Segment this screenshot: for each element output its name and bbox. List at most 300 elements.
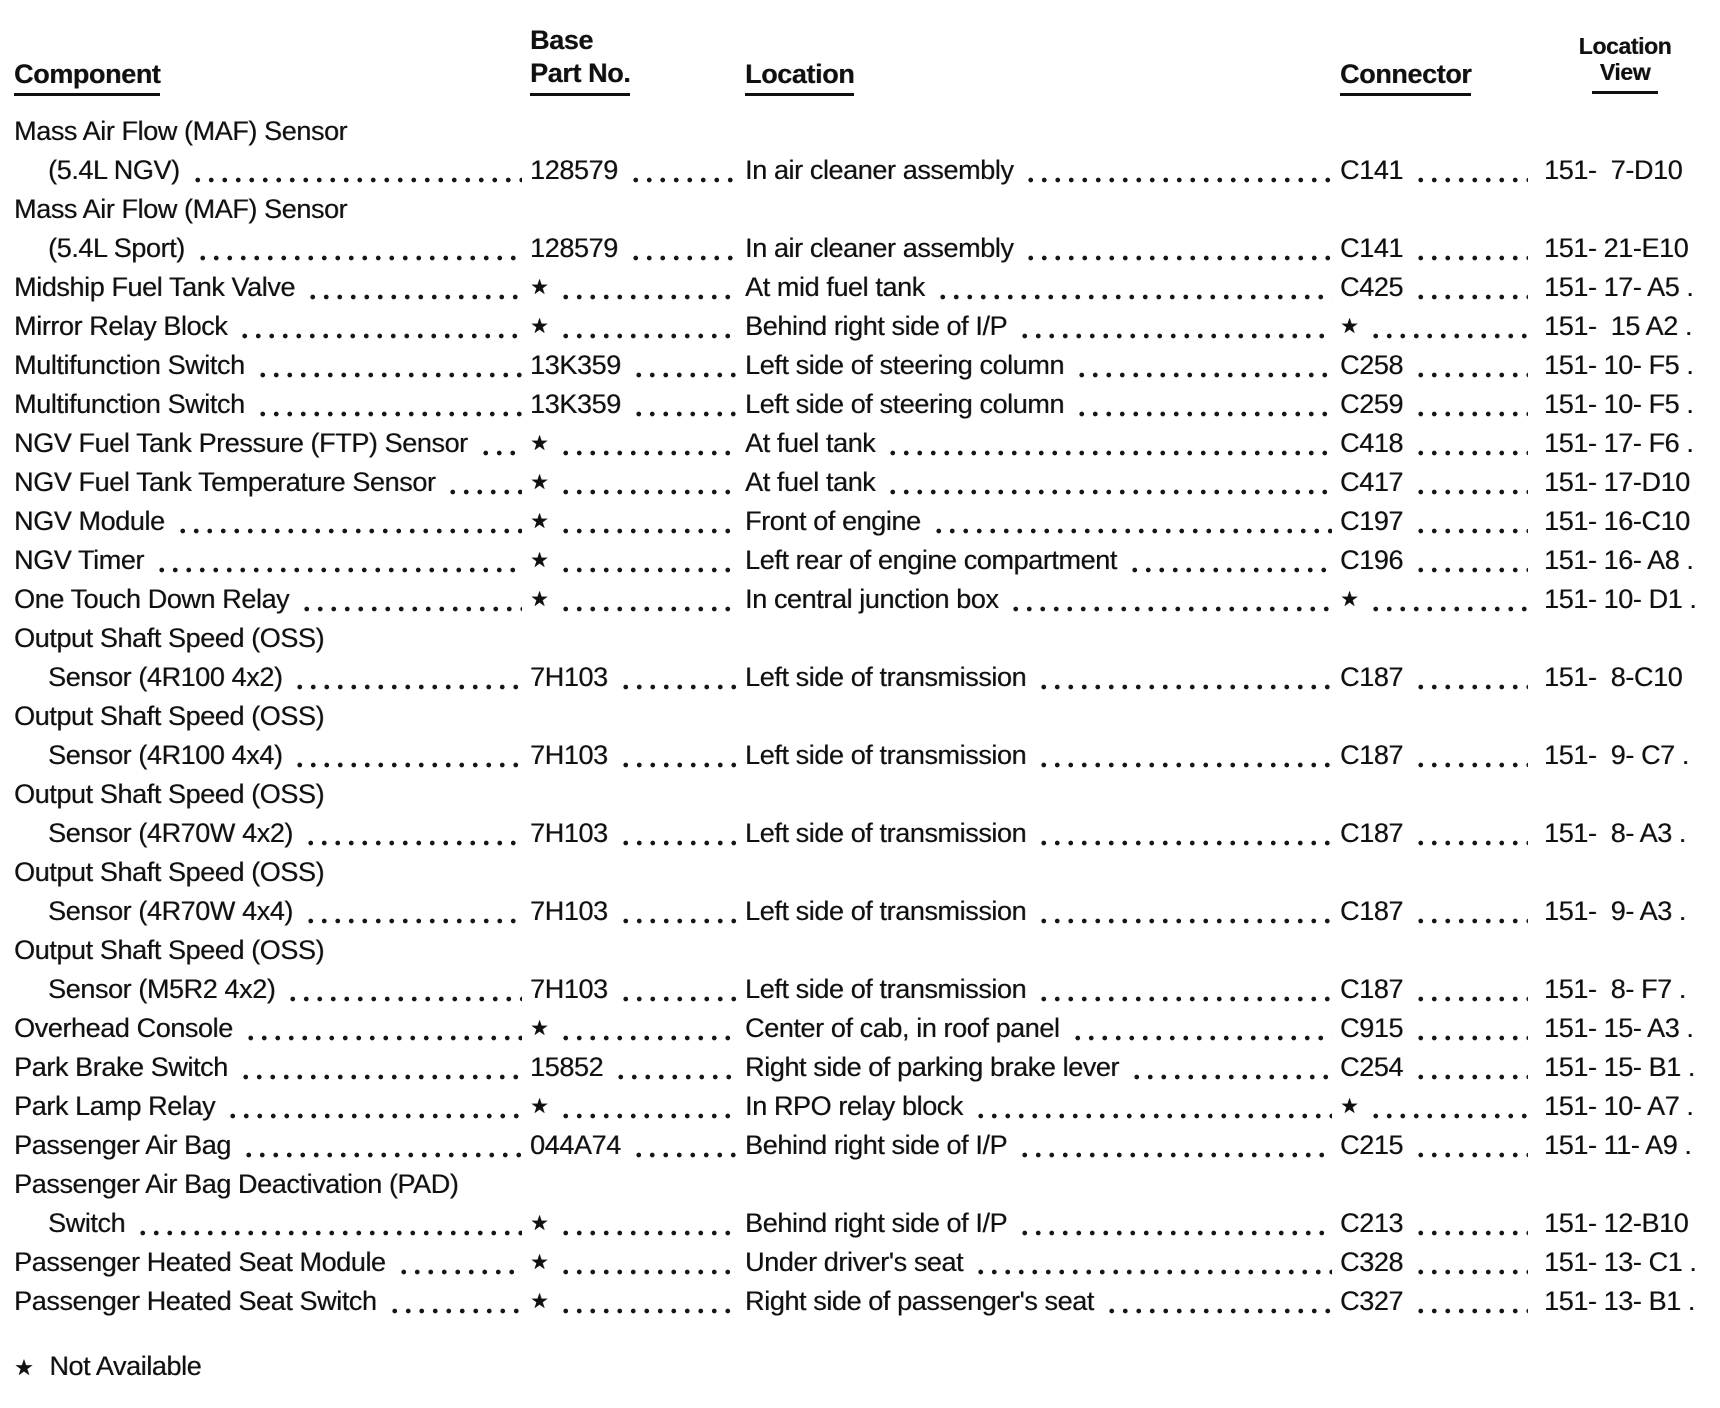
location-view-value: 151- 16-C10 — [1544, 506, 1690, 536]
dot-leader — [1414, 255, 1528, 261]
location-view-cell — [1536, 580, 1706, 619]
star-icon: ★ — [14, 1355, 34, 1380]
header-location: Location — [745, 59, 854, 96]
connector-value: C141 — [1340, 233, 1403, 263]
dot-leader — [1018, 1152, 1332, 1158]
part-no-value: 7H103 — [530, 896, 608, 926]
connector-cell — [1340, 151, 1536, 190]
dot-leader — [286, 996, 522, 1002]
location-view-value: 151- 7-D10 — [1544, 155, 1683, 185]
location-view-value: 151- 17- F6 . — [1544, 428, 1694, 458]
location-cell — [745, 541, 1340, 580]
dot-leader — [1075, 372, 1332, 378]
dot-leader — [1414, 1269, 1528, 1275]
component-cell — [14, 463, 530, 502]
component-cell — [14, 775, 1706, 814]
component-name: Sensor (4R100 4x2) — [48, 662, 283, 692]
location-view-value: 151- 15- A3 . — [1544, 1013, 1694, 1043]
dot-leader — [559, 294, 737, 300]
header-part-no-cell — [530, 24, 745, 96]
connector-value: C425 — [1340, 272, 1403, 302]
location-value: At fuel tank — [745, 428, 876, 458]
component-name: Sensor (4R100 4x4) — [48, 740, 283, 770]
component-cell — [14, 541, 530, 580]
component-name: NGV Timer — [14, 545, 144, 575]
dot-leader — [242, 1152, 522, 1158]
header-connector-cell — [1340, 59, 1536, 96]
dot-leader — [1414, 1308, 1528, 1314]
location-view-value: 151- 13- C1 . — [1544, 1247, 1697, 1277]
location-view-cell — [1536, 814, 1706, 853]
component-cell — [14, 307, 530, 346]
dot-leader — [1414, 1152, 1528, 1158]
table-row — [14, 541, 1706, 580]
table-row — [14, 775, 1706, 814]
part-no-cell — [530, 229, 745, 268]
connector-cell — [1340, 424, 1536, 463]
table-row — [14, 1009, 1706, 1048]
table-row — [14, 697, 1706, 736]
part-no-cell — [530, 541, 745, 580]
table-row — [14, 814, 1706, 853]
part-no-value: 7H103 — [530, 974, 608, 1004]
dot-leader — [886, 489, 1332, 495]
connector-cell — [1340, 814, 1536, 853]
location-value: In air cleaner assembly — [745, 155, 1014, 185]
part-no-value: ★ — [530, 1251, 549, 1274]
location-cell — [745, 385, 1340, 424]
dot-leader — [256, 372, 522, 378]
location-value: Left side of transmission — [745, 662, 1027, 692]
component-name: Sensor (4R70W 4x4) — [48, 896, 293, 926]
dot-leader — [974, 1269, 1332, 1275]
part-no-value: ★ — [530, 510, 549, 533]
dot-leader — [1414, 450, 1528, 456]
location-view-cell — [1536, 541, 1706, 580]
dot-leader — [244, 1035, 522, 1041]
component-name: Mirror Relay Block — [14, 311, 228, 341]
dot-leader — [559, 333, 737, 339]
connector-value: C258 — [1340, 350, 1403, 380]
dot-leader — [629, 177, 737, 183]
location-value: Behind right side of I/P — [745, 1130, 1008, 1160]
part-no-cell — [530, 1243, 745, 1282]
dot-leader — [1414, 372, 1528, 378]
connector-value: C187 — [1340, 662, 1403, 692]
location-cell — [745, 463, 1340, 502]
connector-value: C187 — [1340, 818, 1403, 848]
part-no-cell — [530, 346, 745, 385]
connector-cell — [1340, 346, 1536, 385]
location-cell — [745, 892, 1340, 931]
dot-leader — [1414, 567, 1528, 573]
dot-leader — [632, 372, 737, 378]
component-name: Output Shaft Speed (OSS) — [14, 623, 325, 653]
dot-leader — [1128, 567, 1332, 573]
table-row — [14, 853, 1706, 892]
table-row — [14, 307, 1706, 346]
dot-leader — [388, 1308, 522, 1314]
connector-value: C196 — [1340, 545, 1403, 575]
location-value: Left side of transmission — [745, 740, 1027, 770]
location-value: Right side of passenger's seat — [745, 1286, 1094, 1316]
dot-leader — [619, 840, 737, 846]
dot-leader — [619, 762, 737, 768]
location-view-cell — [1536, 1243, 1706, 1282]
part-no-value: 128579 — [530, 155, 618, 185]
table-body — [14, 112, 1706, 1321]
dot-leader — [559, 1269, 737, 1275]
dot-leader — [559, 450, 737, 456]
component-cell — [14, 1087, 530, 1126]
component-name: One Touch Down Relay — [14, 584, 290, 614]
dot-leader — [479, 450, 522, 456]
location-view-cell — [1536, 1009, 1706, 1048]
header-location-cell — [745, 59, 1340, 96]
location-cell — [745, 307, 1340, 346]
component-name: Park Brake Switch — [14, 1052, 228, 1082]
connector-cell — [1340, 1087, 1536, 1126]
table-row — [14, 580, 1706, 619]
location-value: Behind right side of I/P — [745, 311, 1008, 341]
table-row — [14, 619, 1706, 658]
component-cell — [14, 385, 530, 424]
connector-value: C197 — [1340, 506, 1403, 536]
dot-leader — [1414, 294, 1528, 300]
component-name: Output Shaft Speed (OSS) — [14, 779, 325, 809]
dot-leader — [176, 528, 522, 534]
dot-leader — [1414, 489, 1528, 495]
part-no-cell — [530, 736, 745, 775]
dot-leader — [1369, 1113, 1528, 1119]
component-name: NGV Module — [14, 506, 165, 536]
connector-cell — [1340, 502, 1536, 541]
dot-leader — [932, 528, 1332, 534]
table-row — [14, 346, 1706, 385]
component-cell — [14, 151, 530, 190]
dot-leader — [1414, 918, 1528, 924]
location-view-cell — [1536, 970, 1706, 1009]
connector-cell — [1340, 385, 1536, 424]
dot-leader — [559, 528, 737, 534]
part-no-cell — [530, 1048, 745, 1087]
dot-leader — [1037, 762, 1332, 768]
location-view-value: 151- 17-D10 — [1544, 467, 1690, 497]
connector-cell — [1340, 1048, 1536, 1087]
part-no-value: ★ — [530, 432, 549, 455]
component-cell — [14, 814, 530, 853]
part-no-value: ★ — [530, 471, 549, 494]
component-name: Overhead Console — [14, 1013, 233, 1043]
header-location-view-line2: View — [1592, 59, 1658, 94]
part-no-value: 128579 — [530, 233, 618, 263]
header-component-cell — [14, 59, 530, 96]
dot-leader — [293, 684, 522, 690]
connector-cell — [1340, 1204, 1536, 1243]
component-cell — [14, 931, 1706, 970]
component-cell — [14, 970, 530, 1009]
component-cell — [14, 346, 530, 385]
connector-value: C187 — [1340, 974, 1403, 1004]
dot-leader — [1414, 1230, 1528, 1236]
component-cell — [14, 190, 1706, 229]
header-base: Base — [530, 25, 593, 55]
dot-leader — [632, 1152, 737, 1158]
dot-leader — [446, 489, 522, 495]
connector-value: C418 — [1340, 428, 1403, 458]
connector-value: C187 — [1340, 896, 1403, 926]
connector-value: C254 — [1340, 1052, 1403, 1082]
connector-cell — [1340, 1282, 1536, 1321]
component-cell — [14, 619, 1706, 658]
dot-leader — [136, 1230, 522, 1236]
connector-value: C328 — [1340, 1247, 1403, 1277]
part-no-cell — [530, 268, 745, 307]
component-cell — [14, 697, 1706, 736]
location-value: Center of cab, in roof panel — [745, 1013, 1060, 1043]
location-view-cell — [1536, 1087, 1706, 1126]
connector-cell — [1340, 970, 1536, 1009]
location-view-value: 151- 10- F5 . — [1544, 389, 1694, 419]
location-cell — [745, 229, 1340, 268]
connector-cell — [1340, 268, 1536, 307]
part-no-value: ★ — [530, 549, 549, 572]
part-no-value: ★ — [530, 1095, 549, 1118]
location-view-value: 151- 17- A5 . — [1544, 272, 1694, 302]
location-cell — [745, 658, 1340, 697]
dot-leader — [614, 1074, 737, 1080]
location-cell — [745, 424, 1340, 463]
component-name: Park Lamp Relay — [14, 1091, 216, 1121]
dot-leader — [1105, 1308, 1332, 1314]
dot-leader — [1414, 528, 1528, 534]
location-view-value: 151- 8-C10 — [1544, 662, 1683, 692]
location-cell — [745, 580, 1340, 619]
location-value: In central junction box — [745, 584, 999, 614]
component-cell — [14, 1009, 530, 1048]
location-value: Under driver's seat — [745, 1247, 964, 1277]
dot-leader — [559, 1035, 737, 1041]
connector-value: C213 — [1340, 1208, 1403, 1238]
part-no-cell — [530, 970, 745, 1009]
dot-leader — [304, 918, 522, 924]
part-no-value: ★ — [530, 1017, 549, 1040]
connector-cell — [1340, 541, 1536, 580]
connector-cell — [1340, 736, 1536, 775]
location-value: Left side of steering column — [745, 350, 1064, 380]
component-name: Output Shaft Speed (OSS) — [14, 857, 325, 887]
dot-leader — [238, 333, 522, 339]
component-cell — [14, 1282, 530, 1321]
part-no-value: ★ — [530, 1290, 549, 1313]
dot-leader — [1075, 411, 1332, 417]
component-cell — [14, 502, 530, 541]
connector-cell — [1340, 463, 1536, 502]
dot-leader — [1037, 918, 1332, 924]
part-no-value: 044A74 — [530, 1130, 621, 1160]
location-view-cell — [1536, 892, 1706, 931]
component-cell — [14, 424, 530, 463]
location-view-cell — [1536, 385, 1706, 424]
table-row — [14, 1282, 1706, 1321]
location-view-cell — [1536, 658, 1706, 697]
dot-leader — [1071, 1035, 1332, 1041]
table-row — [14, 151, 1706, 190]
table-row — [14, 268, 1706, 307]
location-view-value: 151- 9- A3 . — [1544, 896, 1686, 926]
table-row — [14, 1048, 1706, 1087]
part-no-value: ★ — [530, 588, 549, 611]
location-view-cell — [1536, 151, 1706, 190]
connector-value: C417 — [1340, 467, 1403, 497]
component-cell — [14, 1243, 530, 1282]
component-name: Sensor (M5R2 4x2) — [48, 974, 276, 1004]
dot-leader — [300, 606, 522, 612]
dot-leader — [1018, 333, 1332, 339]
location-cell — [745, 736, 1340, 775]
location-view-value: 151- 8- F7 . — [1544, 974, 1686, 1004]
location-value: Left side of transmission — [745, 896, 1027, 926]
location-value: Left side of transmission — [745, 974, 1027, 1004]
table-row — [14, 190, 1706, 229]
table-row — [14, 970, 1706, 1009]
connector-cell — [1340, 229, 1536, 268]
location-view-cell — [1536, 736, 1706, 775]
dot-leader — [1414, 411, 1528, 417]
location-cell — [745, 1282, 1340, 1321]
part-no-cell — [530, 580, 745, 619]
dot-leader — [196, 255, 522, 261]
table-row — [14, 112, 1706, 151]
part-no-cell — [530, 892, 745, 931]
dot-leader — [619, 918, 737, 924]
location-value: At mid fuel tank — [745, 272, 925, 302]
dot-leader — [974, 1113, 1332, 1119]
part-no-cell — [530, 1009, 745, 1048]
location-view-value: 151- 10- A7 . — [1544, 1091, 1694, 1121]
location-view-value: 151- 10- F5 . — [1544, 350, 1694, 380]
component-name: Passenger Heated Seat Switch — [14, 1286, 377, 1316]
part-no-cell — [530, 814, 745, 853]
connector-value: C141 — [1340, 155, 1403, 185]
component-cell — [14, 658, 530, 697]
location-view-value: 151- 13- B1 . — [1544, 1286, 1695, 1316]
dot-leader — [239, 1074, 522, 1080]
location-value: In RPO relay block — [745, 1091, 963, 1121]
location-cell — [745, 1126, 1340, 1165]
part-no-value: ★ — [530, 1212, 549, 1235]
component-cell — [14, 1204, 530, 1243]
component-cell — [14, 853, 1706, 892]
location-view-cell — [1536, 1048, 1706, 1087]
dot-leader — [1009, 606, 1332, 612]
location-cell — [745, 151, 1340, 190]
connector-value: ★ — [1340, 1095, 1359, 1118]
part-no-cell — [530, 1282, 745, 1321]
header-location-view-cell — [1536, 33, 1706, 96]
dot-leader — [226, 1113, 522, 1119]
part-no-cell — [530, 658, 745, 697]
dot-leader — [559, 489, 737, 495]
header-location-view-line1: Location — [1578, 33, 1672, 59]
connector-cell — [1340, 658, 1536, 697]
dot-leader — [1018, 1230, 1332, 1236]
component-name: Output Shaft Speed (OSS) — [14, 935, 325, 965]
part-no-value: 15852 — [530, 1052, 604, 1082]
component-name: NGV Fuel Tank Pressure (FTP) Sensor — [14, 428, 468, 458]
location-cell — [745, 1204, 1340, 1243]
location-view-cell — [1536, 502, 1706, 541]
connector-cell — [1340, 1009, 1536, 1048]
location-value: Left side of steering column — [745, 389, 1064, 419]
location-cell — [745, 346, 1340, 385]
location-view-value: 151- 11- A9 . — [1544, 1130, 1692, 1160]
part-no-value: ★ — [530, 315, 549, 338]
dot-leader — [619, 996, 737, 1002]
dot-leader — [559, 1308, 737, 1314]
dot-leader — [155, 567, 522, 573]
location-cell — [745, 1243, 1340, 1282]
dot-leader — [191, 177, 522, 183]
location-view-cell — [1536, 268, 1706, 307]
table-row — [14, 1126, 1706, 1165]
connector-value: C187 — [1340, 740, 1403, 770]
dot-leader — [1369, 606, 1528, 612]
dot-leader — [397, 1269, 522, 1275]
component-name: Midship Fuel Tank Valve — [14, 272, 295, 302]
connector-cell — [1340, 307, 1536, 346]
connector-value: ★ — [1340, 588, 1359, 611]
location-view-value: 151- 15 A2 . — [1544, 311, 1692, 341]
location-cell — [745, 268, 1340, 307]
location-cell — [745, 1048, 1340, 1087]
component-name: Sensor (4R70W 4x2) — [48, 818, 293, 848]
location-value: Right side of parking brake lever — [745, 1052, 1120, 1082]
connector-value: C915 — [1340, 1013, 1403, 1043]
location-value: Left side of transmission — [745, 818, 1027, 848]
dot-leader — [1024, 177, 1332, 183]
header-connector: Connector — [1340, 59, 1471, 96]
location-cell — [745, 1009, 1340, 1048]
table-row — [14, 424, 1706, 463]
location-view-value: 151- 12-B10 — [1544, 1208, 1689, 1238]
location-view-cell — [1536, 463, 1706, 502]
location-view-cell — [1536, 1126, 1706, 1165]
dot-leader — [1414, 996, 1528, 1002]
component-cell — [14, 580, 530, 619]
table-row — [14, 1243, 1706, 1282]
component-name: (5.4L NGV) — [48, 155, 180, 185]
connector-cell — [1340, 892, 1536, 931]
table-row — [14, 1204, 1706, 1243]
location-value: Front of engine — [745, 506, 921, 536]
table-row — [14, 385, 1706, 424]
location-view-cell — [1536, 424, 1706, 463]
location-view-cell — [1536, 346, 1706, 385]
location-view-cell — [1536, 307, 1706, 346]
component-name: Passenger Air Bag Deactivation (PAD) — [14, 1169, 459, 1199]
connector-cell — [1340, 1126, 1536, 1165]
dot-leader — [1414, 762, 1528, 768]
location-view-value: 151- 9- C7 . — [1544, 740, 1689, 770]
component-cell — [14, 1048, 530, 1087]
connector-value: C259 — [1340, 389, 1403, 419]
location-view-cell — [1536, 229, 1706, 268]
footnote-text: Not Available — [49, 1351, 202, 1381]
connector-value: ★ — [1340, 315, 1359, 338]
dot-leader — [559, 1113, 737, 1119]
component-name: Passenger Heated Seat Module — [14, 1247, 386, 1277]
